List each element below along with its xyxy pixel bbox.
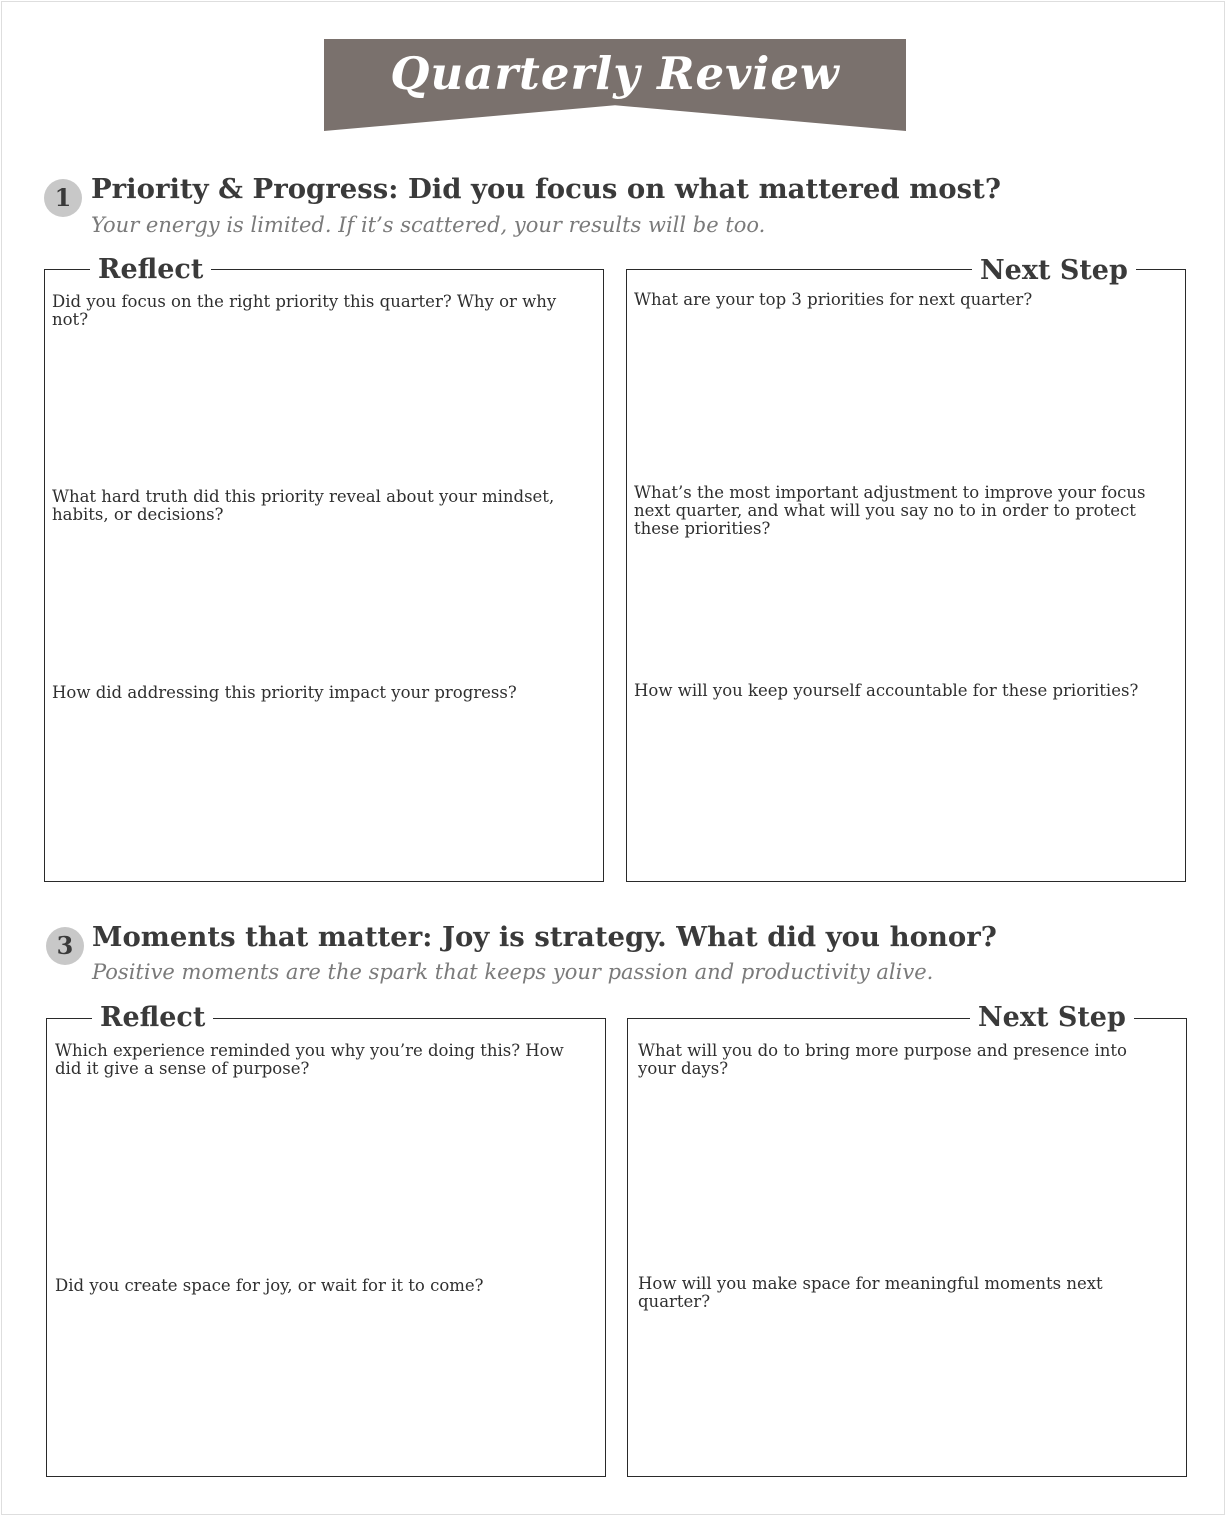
- section-subtitle: Positive moments are the spark that keeps your passion and productivity alive.: [92, 960, 934, 984]
- next-step-label: Next Step: [972, 255, 1136, 287]
- section-title: Moments that matter: Joy is strategy. What did you honor?: [92, 921, 997, 953]
- next-step-question: How will you keep yourself accountable for these priorities?: [634, 681, 1139, 700]
- section-number-badge: 3: [46, 927, 84, 965]
- page-title: Quarterly Review: [390, 47, 840, 100]
- next-step-question: What are your top 3 priorities for next quarter?: [634, 290, 1033, 309]
- reflect-question: Which experience reminded you why you’re doing this? How did it give a sense of purpose?: [55, 1041, 564, 1078]
- section-subtitle: Your energy is limited. If it’s scattered, your results will be too.: [91, 213, 766, 237]
- reflect-label: Reflect: [92, 1002, 213, 1034]
- reflect-box: [44, 269, 604, 882]
- reflect-question: What hard truth did this priority reveal about your mindset, habits, or decisions?: [52, 487, 555, 524]
- next-step-box: [627, 1018, 1187, 1477]
- next-step-question: How will you make space for meaningful moments next quarter?: [638, 1274, 1103, 1311]
- next-step-box: [626, 269, 1186, 882]
- reflect-label: Reflect: [90, 254, 211, 286]
- next-step-question: What will you do to bring more purpose and presence into your days?: [638, 1041, 1127, 1078]
- reflect-box: [46, 1018, 606, 1477]
- next-step-label: Next Step: [970, 1002, 1134, 1034]
- reflect-question: Did you create space for joy, or wait for it to come?: [55, 1276, 484, 1295]
- reflect-question: How did addressing this priority impact your progress?: [52, 683, 517, 702]
- next-step-question: What’s the most important adjustment to improve your focus next quarter, and what will you say no to in order to protect these priorities?: [634, 483, 1146, 538]
- section-title: Priority & Progress: Did you focus on what mattered most?: [91, 173, 1001, 205]
- reflect-question: Did you focus on the right priority this quarter? Why or why not?: [52, 292, 557, 329]
- section-number-badge: 1: [44, 179, 82, 217]
